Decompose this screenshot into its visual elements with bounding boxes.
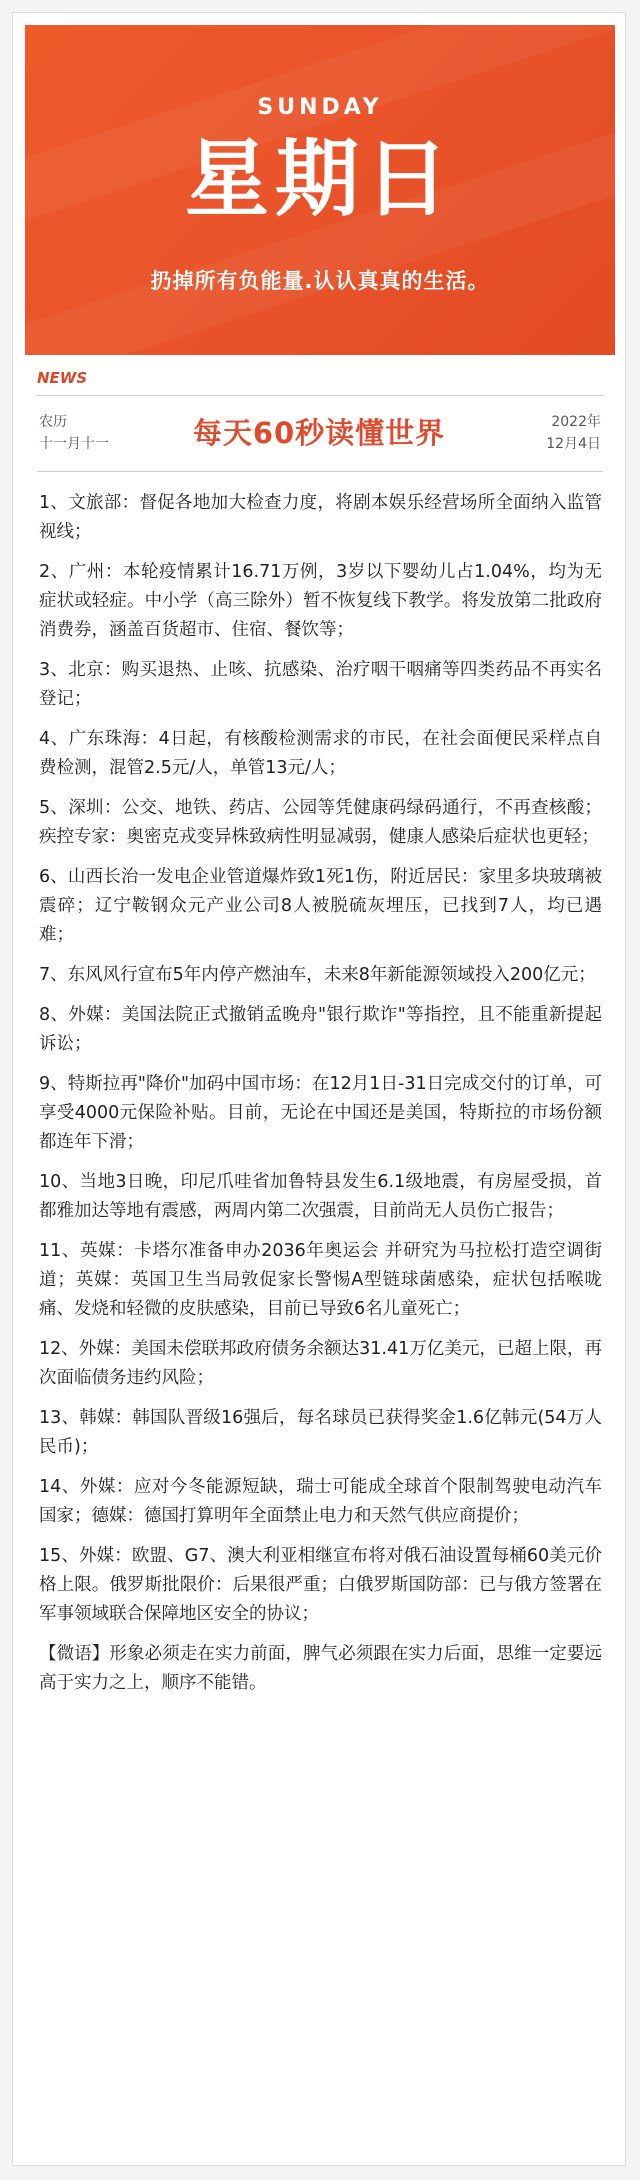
news-item: 11、英媒：卡塔尔准备申办2036年奥运会 并研究为马拉松打造空调街道；英媒：英国卫生当局敦促家长警惕A型链球菌感染，症状包括喉咙痛、发烧和轻微的皮肤感染，目前已导致6名儿童死亡； — [39, 1241, 602, 1319]
header-divider-bottom — [37, 471, 603, 472]
lunar-date: 十一月十一 — [39, 436, 109, 452]
news-item: 7、东风风行宣布5年内停产燃油车，未来8年新能源领域投入200亿元； — [39, 965, 596, 985]
date-day: 12月4日 — [546, 436, 601, 452]
header-divider-top — [37, 395, 603, 396]
gregorian-date-block — [546, 411, 601, 455]
banner-sunday-text: SUNDAY — [257, 95, 383, 120]
news-item: 1、文旅部：督促各地加大检查力度，将剧本娱乐经营场所全面纳入监管视线； — [39, 493, 602, 542]
news-item: 12、外媒：美国未偿联邦政府债务余额达31.41万亿美元，已超上限，再次面临债务违约风险； — [39, 1339, 602, 1388]
news-item: 4、广东珠海：4日起，有核酸检测需求的市民，在社会面便民采样点自费检测，混管2.5元/人，单管13元/人； — [39, 729, 602, 778]
news-item: 10、当地3日晚，印尼爪哇省加鲁特县发生6.1级地震，有房屋受损，首都雅加达等地有震感，两周内第二次强震，目前尚无人员伤亡报告； — [39, 1172, 602, 1221]
news-item: 3、北京：购买退热、止咳、抗感染、治疗咽干咽痛等四类药品不再实名登记； — [39, 660, 602, 709]
news-label: NEWS — [37, 369, 88, 387]
news-item: 14、外媒：应对今冬能源短缺，瑞士可能成全球首个限制驾驶电动汽车国家；德媒：德国打算明年全面禁止电力和天然气供应商提价； — [39, 1477, 602, 1526]
lunar-label: 农历 — [39, 414, 67, 430]
news-item: 9、特斯拉再"降价"加码中国市场：在12月1日-31日完成交付的订单，可享受4000元保险补贴。目前，无论在中国还是美国，特斯拉的市场份额都连年下滑； — [39, 1074, 602, 1152]
news-item: 15、外媒：欧盟、G7、澳大利亚相继宣布将对俄石油设置每桶60美元价格上限。俄罗斯批限价：后果很严重；白俄罗斯国防部：已与俄方签署在军事领域联合保障地区安全的协议； — [39, 1546, 602, 1624]
banner-weekday: 星期日 — [184, 130, 455, 228]
page-title: 每天60秒读懂世界 — [192, 416, 446, 450]
news-item: 6、山西长治一发电企业管道爆炸致1死1伤，附近居民：家里多块玻璃被震碎；辽宁鞍钢众元产业公司8人被脱硫灰埋压，已找到7人，均已遇难； — [39, 867, 602, 945]
news-item: 13、韩媒：韩国队晋级16强后，每名球员已获得奖金1.6亿韩元(54万人民币)； — [39, 1408, 602, 1457]
news-list — [39, 489, 602, 1716]
page-card — [12, 12, 626, 2166]
date-year: 2022年 — [551, 414, 601, 430]
banner-slogan: 扔掉所有负能量.认认真真的生活。 — [150, 269, 490, 293]
news-item: 2、广州：本轮疫情累计16.71万例，3岁以下婴幼儿占1.04%，均为无症状或轻症。中小学（高三除外）暂不恢复线下教学。将发放第二批政府消费券，涵盖百货超市、住宿、餐饮等； — [39, 562, 602, 640]
sunday-banner — [25, 25, 615, 355]
news-item: 5、深圳：公交、地铁、药店、公园等凭健康码绿码通行，不再查核酸；疾控专家：奥密克戎变异株致病性明显减弱，健康人感染后症状也更轻； — [39, 798, 602, 847]
news-item: 8、外媒：美国法院正式撤销孟晚舟"银行欺诈"等指控，且不能重新提起诉讼； — [39, 1005, 602, 1054]
daily-quote: 【微语】形象必须走在实力前面，脾气必须跟在实力后面，思维一定要远高于实力之上，顺序不能错。 — [39, 1644, 602, 1693]
